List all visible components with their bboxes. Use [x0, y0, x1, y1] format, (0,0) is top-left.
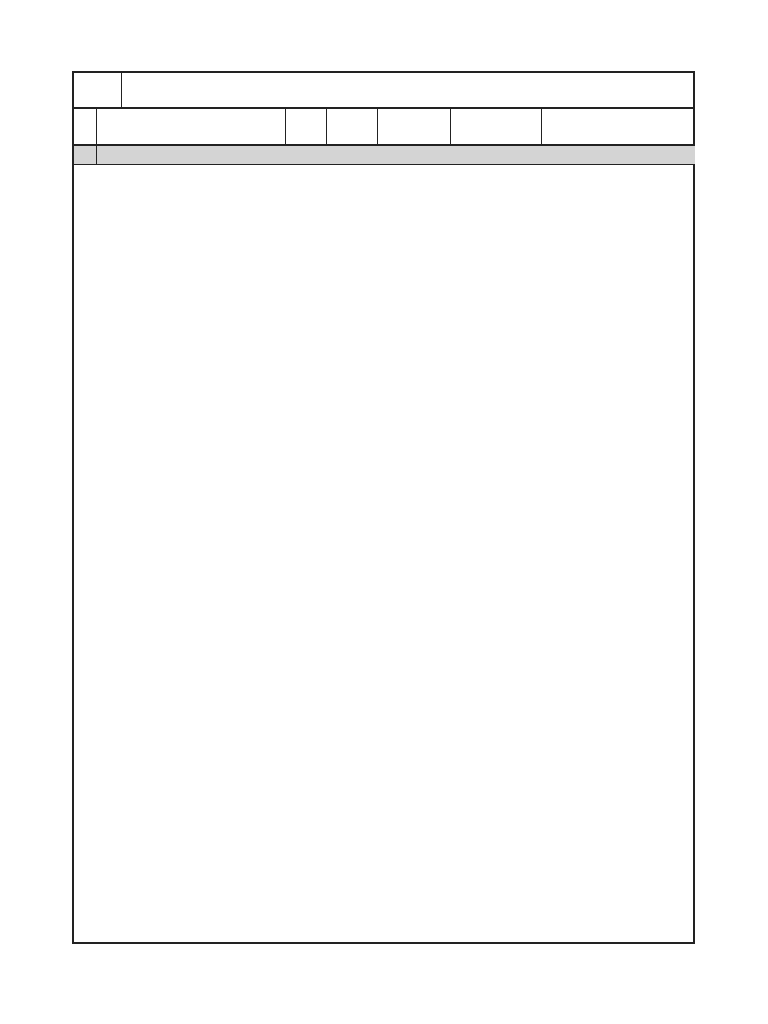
page-title: [121, 73, 695, 107]
grid-line: [450, 107, 451, 144]
col-keterangan-header: [541, 109, 695, 144]
analysis-table: [72, 71, 695, 944]
grid-line: [96, 107, 97, 144]
col-satuan-header: [285, 109, 326, 144]
col-uraian-header: [96, 109, 285, 144]
col-no-header: [74, 109, 96, 144]
segment-title: [102, 146, 402, 164]
grid-line: [285, 107, 286, 144]
grid-line: [326, 107, 327, 144]
grid-line: [96, 146, 97, 164]
grid-line: [541, 107, 542, 144]
grid-line: [377, 107, 378, 144]
section-code: [74, 73, 121, 107]
col-koefisien-header: [326, 109, 377, 144]
grid-line: [74, 164, 695, 165]
col-jumlah-header: [450, 109, 541, 144]
col-harga-header: [377, 109, 450, 144]
